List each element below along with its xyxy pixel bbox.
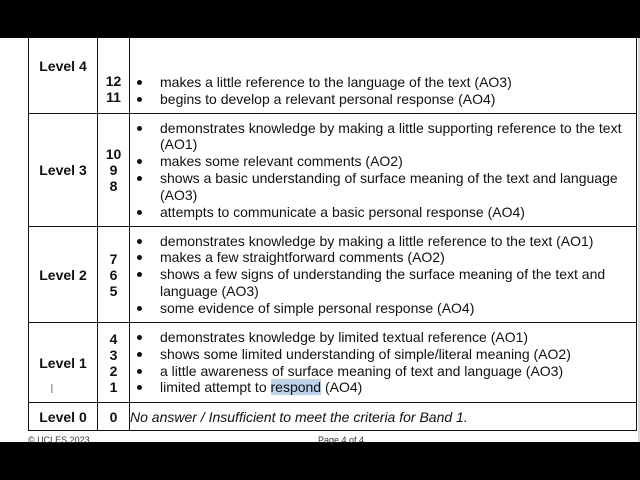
descriptor-cell — [130, 227, 637, 323]
page-number-footer: Page 4 of 4 — [318, 435, 365, 445]
selected-text-highlight[interactable]: respond — [270, 379, 322, 396]
level-label: Level 2 — [29, 227, 98, 323]
marks-cell — [98, 114, 130, 227]
list-item: demonstrates knowledge by limited textual reference (AO1) — [160, 329, 636, 346]
level-label: Level 1 — [29, 323, 98, 403]
list-item: attempts to communicate a basic personal response (AO4) — [160, 204, 636, 221]
text-cursor-icon: I — [50, 382, 54, 396]
mark-value: 3 — [109, 346, 118, 363]
list-item: makes some relevant comments (AO2) — [160, 153, 636, 170]
mark-value: 8 — [109, 178, 118, 194]
descriptor-text: (AO4) — [321, 379, 363, 396]
descriptor-text: limited attempt to — [160, 379, 271, 396]
descriptor-cell — [130, 323, 637, 403]
list-item: a little awareness of surface meaning of text and language (AO3) — [160, 363, 636, 380]
list-item: some evidence of simple personal response (AO4) — [160, 300, 636, 317]
descriptor-cell — [130, 114, 637, 227]
marks-cell — [98, 227, 130, 323]
level-label: Level 4 — [29, 38, 98, 114]
list-item: shows a few signs of understanding the surface meaning of the text and language (AO3) — [160, 266, 636, 300]
mark-value: 0 — [98, 403, 130, 431]
copyright-footer: © UCLES 2023 — [28, 435, 90, 445]
list-item: begins to develop a relevant personal response (AO4) — [160, 91, 636, 108]
mark-value: 4 — [109, 330, 118, 347]
list-item: demonstrates knowledge by making a little supporting reference to the text (AO1) — [160, 120, 636, 154]
document-page — [0, 38, 638, 442]
mark-value: 12 — [105, 73, 122, 89]
list-item — [160, 379, 636, 396]
no-answer-text: No answer / Insufficient to meet the criteria for Band 1. — [130, 403, 637, 431]
table-row — [29, 323, 637, 403]
table-row — [29, 403, 637, 431]
mark-value: 9 — [109, 162, 118, 178]
list-item: shows some limited understanding of simple/literal meaning (AO2) — [160, 346, 636, 363]
list-item: makes a little reference to the language of the text (AO3) — [160, 74, 636, 91]
table-row — [29, 114, 637, 227]
mark-value: 2 — [109, 362, 118, 379]
marks-cell — [98, 323, 130, 403]
mark-value: 10 — [105, 146, 122, 162]
descriptor-cell — [130, 38, 637, 114]
level-label: Level 0 — [29, 403, 98, 431]
mark-value: 6 — [109, 266, 118, 283]
mark-value: 5 — [109, 282, 118, 299]
mark-value: 7 — [109, 250, 118, 267]
list-item: demonstrates knowledge by making a little reference to the text (AO1) — [160, 233, 636, 250]
mark-value: 11 — [106, 89, 121, 105]
level-label: Level 3 — [29, 114, 98, 227]
list-item: shows a basic understanding of surface meaning of the text and language (AO3) — [160, 170, 636, 204]
list-item: makes a few straightforward comments (AO2) — [160, 249, 636, 266]
table-row — [29, 227, 637, 323]
table-row — [29, 38, 637, 114]
mark-value: 1 — [109, 378, 118, 395]
marks-cell — [98, 38, 130, 114]
mark-scheme-table — [28, 38, 637, 431]
